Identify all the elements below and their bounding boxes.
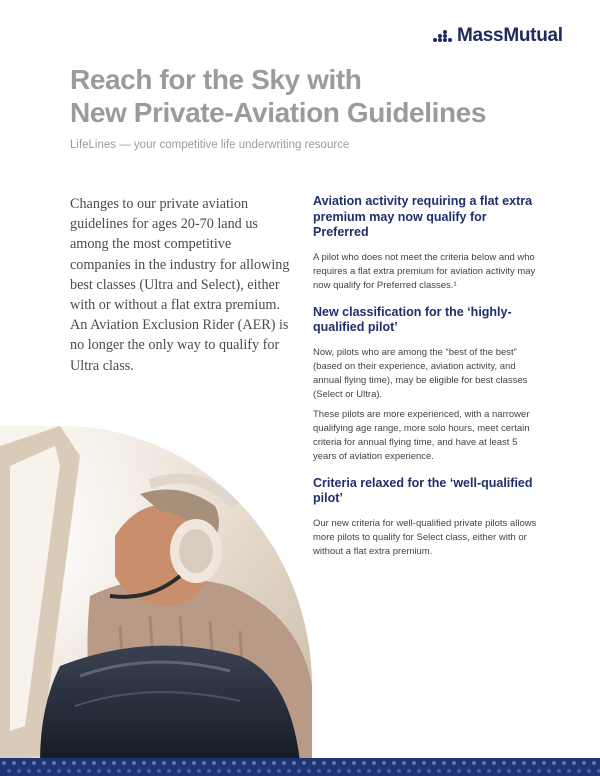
section-paragraph: A pilot who does not meet the criteria below and who requires a flat extra premium for aviation activity may now qualify for Preferred classes.¹	[313, 251, 536, 291]
title-line-1: Reach for the Sky with	[70, 64, 362, 95]
pilot-photo	[0, 426, 312, 762]
page-subtitle: LifeLines — your competitive life underwriting resource	[70, 139, 350, 151]
right-column	[313, 194, 538, 565]
section-paragraph: Our new criteria for well-qualified private pilots allows more pilots to qualify for Select class, either with or without a flat extra premium.	[313, 517, 537, 557]
intro-paragraph: Changes to our private aviation guidelines for ages 20-70 land us among the most competitive companies in the industry for allowing best classes (Ultra and Select), either with or without a flat extra premium. An Aviation Exclusion Rider (AER) is no longer the only way to qualify for Ultra class.	[70, 196, 290, 374]
logo-dots-icon	[433, 30, 453, 42]
section-heading: Aviation activity requiring a flat extra premium may now qualify for Preferred	[313, 194, 533, 239]
brand-name: MassMutual	[457, 25, 563, 46]
title-line-2: New Private-Aviation Guidelines	[70, 97, 487, 128]
page-title	[70, 63, 550, 129]
section-paragraph: These pilots are more experienced, with a narrower qualifying age range, more solo hours, meet certain criteria for annual flying time, and have at least 5 years of aviation experience.	[313, 408, 530, 462]
section-heading: Criteria relaxed for the ‘well-qualified pilot’	[313, 475, 533, 505]
massmutual-logo	[433, 24, 578, 48]
footer-pattern	[0, 758, 600, 776]
section-paragraph: Now, pilots who are among the “best of the best” (based on their experience, aviation activity, and annual flying time), may be eligible for best classes (Select or Ultra).	[313, 346, 528, 400]
section-heading: New classification for the ‘highly-qualified pilot’	[313, 304, 512, 334]
